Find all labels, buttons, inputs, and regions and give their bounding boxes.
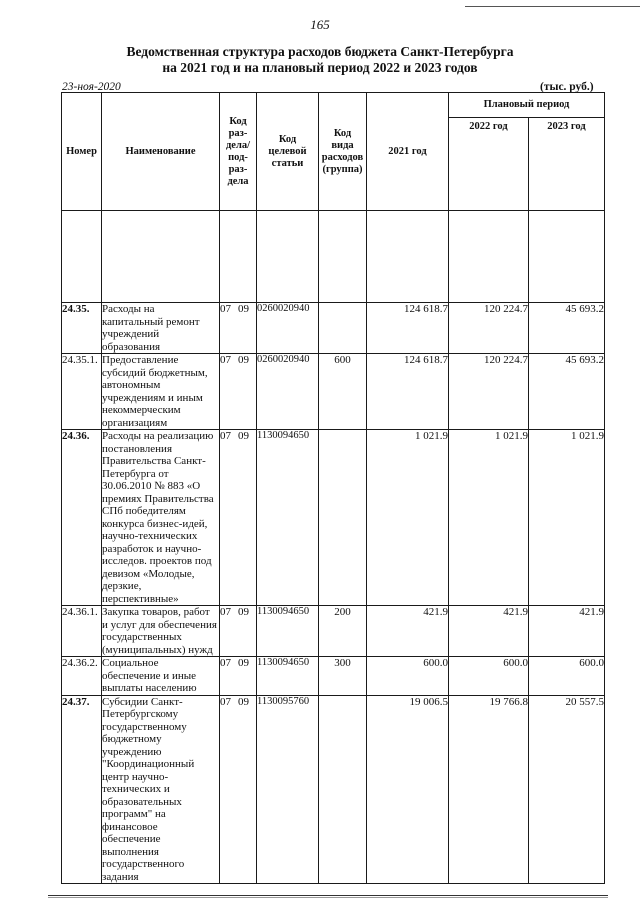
header-expense-type-code-line: вида [331,139,354,151]
row-amount-2023: 600.0 [529,657,605,696]
row-amount-2021: 421.9 [367,606,449,657]
spacer-cell [319,211,367,303]
header-section-code-line: дела [227,175,249,187]
subsection-code: 09 [238,354,249,366]
subsection-code: 09 [238,657,249,669]
header-section-code-line: раз- [228,163,248,175]
row-section-code [220,657,257,696]
section-code: 07 [220,303,231,315]
row-name-line: задания [102,870,139,883]
row-name-line: перспективные» [102,592,179,605]
row-name-line: государственных [102,631,182,643]
row-name-line: постановления [102,442,173,455]
table-row [62,657,605,696]
row-name-line: "Координационный [102,758,195,770]
header-target-code-line: целевой [268,145,307,157]
footer-scan-line [48,895,608,896]
table-row [62,303,605,354]
header-target-code-line: Код [278,133,297,145]
row-expense-type-code [319,303,367,354]
table-row [62,606,605,657]
row-expense-type-code: 300 [319,657,367,696]
row-name-line: учреждений [102,328,160,340]
row-name-line: образовательных [102,795,182,808]
title-line-1: Ведомственная структура расходов бюджета Санкт-Петербурга [126,44,514,59]
row-expense-type-code: 600 [319,354,367,430]
row-name-line: премиях Правительства [102,492,214,505]
row-name-line: некоммерческим [102,404,181,416]
table-row [62,430,605,606]
title-line-2: на 2021 год и на плановый период 2022 и 2023 годов [162,60,478,75]
row-section-code [220,695,257,884]
row-name-line: конкурса бизнес-идей, [102,517,208,530]
spacer-cell [449,211,529,303]
row-name-line: организациям [102,416,168,429]
row-section-code [220,606,257,657]
row-expense-type-code: 200 [319,606,367,657]
table-row [62,695,605,884]
row-amount-2022: 120 224.7 [449,303,529,354]
row-name-line: обеспечение и иные [102,669,196,682]
row-name-line: обеспечение [102,833,161,845]
row-name-line: финансовое [102,820,158,833]
row-name-line: девизом «Молодые, [102,567,195,580]
row-amount-2022: 1 021.9 [449,430,529,606]
row-section-code [220,303,257,354]
header-expense-type-code-line: расходов [321,151,364,163]
header-target-code-line: статьи [271,157,304,169]
row-name-line: выполнения [102,845,159,858]
row-name-line: автономным [102,379,161,391]
row-target-code: 1130095760 [257,695,319,884]
row-name-line: государственному [102,720,187,733]
row-number: 24.36. [62,430,102,606]
header-section-code-line: под- [228,151,248,163]
section-code: 07 [220,657,231,669]
row-number: 24.36.2. [62,657,102,696]
header-section-code [220,93,257,211]
row-name-line: центр научно- [102,770,169,783]
row-name [102,430,220,606]
row-name [102,606,220,657]
row-name-line: (муниципальных) нужд [102,643,213,656]
row-amount-2023: 20 557.5 [529,695,605,884]
row-name-line: СПб победителям [102,505,186,517]
header-target-code [257,93,319,211]
row-amount-2023: 421.9 [529,606,605,657]
row-name [102,657,220,696]
subsection-code: 09 [238,303,249,315]
row-name-line: научно-технических [102,530,198,542]
row-name-line: разработок и научно- [102,542,202,555]
header-name: Наименование [102,93,220,211]
row-name-line: Субсидии Санкт- [102,695,183,708]
row-amount-2022: 120 224.7 [449,354,529,430]
subsection-code: 09 [238,606,249,618]
row-name-line: Закупка товаров, работ [102,606,210,618]
spacer-cell [529,211,605,303]
row-name-line: капитальный ремонт [102,315,200,328]
row-target-code: 1130094650 [257,430,319,606]
row-target-code: 1130094650 [257,606,319,657]
page-number: 165 [310,17,330,32]
subsection-code: 09 [238,430,249,442]
row-expense-type-code [319,695,367,884]
row-name [102,354,220,430]
row-amount-2021: 124 618.7 [367,303,449,354]
spacer-cell [367,211,449,303]
row-amount-2021: 19 006.5 [367,695,449,884]
header-section-code-line: раз- [228,127,248,139]
row-target-code: 0260020940 [257,354,319,430]
row-number: 24.36.1. [62,606,102,657]
row-name-line: образования [102,340,161,353]
row-name-line: Петербурга от [102,467,169,480]
row-expense-type-code [319,430,367,606]
row-name-line: Предоставление [102,354,179,366]
row-target-code: 0260020940 [257,303,319,354]
row-name-line: технических и [102,783,170,795]
row-amount-2023: 45 693.2 [529,303,605,354]
row-number: 24.37. [62,695,102,884]
row-amount-2021: 124 618.7 [367,354,449,430]
row-name-line: и услуг для обеспечения [102,618,217,631]
row-name [102,303,220,354]
header-section-code-line: Код [229,115,247,127]
header-number: Номер [62,93,102,211]
row-name-line: исследов. проектов под [102,555,212,567]
row-amount-2021: 600.0 [367,657,449,696]
row-name-line: учреждениям и иным [102,391,203,404]
table-row [62,354,605,430]
row-amount-2021: 1 021.9 [367,430,449,606]
header-section-code-line: дела/ [225,139,251,151]
footer-scan-line-2 [48,897,608,898]
scan-artifact-line [465,6,640,7]
spacer-cell [257,211,319,303]
row-amount-2023: 45 693.2 [529,354,605,430]
row-name [102,695,220,884]
row-section-code [220,354,257,430]
header-planned-period: Плановый период [449,93,605,118]
row-name-line: выплаты населению [102,682,197,694]
row-name-line: бюджетному [102,733,162,745]
header-expense-type-code-line: Код [333,127,352,139]
row-name-line: Расходы на [102,303,155,315]
document-title [0,44,640,76]
header-2021: 2021 год [367,93,449,211]
row-name-line: Расходы на реализацию [102,430,214,442]
row-amount-2022: 600.0 [449,657,529,696]
row-number: 24.35.1. [62,354,102,430]
spacer-cell [102,211,220,303]
row-amount-2022: 421.9 [449,606,529,657]
row-name-line: Правительства Санкт- [102,455,206,467]
row-name-line: дерзкие, [102,580,142,592]
spacer-cell [62,211,102,303]
row-target-code: 1130094650 [257,657,319,696]
header-expense-type-code [319,93,367,211]
row-name-line: 30.06.2010 № 883 «О [102,480,201,492]
section-code: 07 [220,430,231,442]
row-name-line: государственного [102,858,185,870]
header-expense-type-code-line: (группа) [322,163,363,175]
spacer-cell [220,211,257,303]
header-2022: 2022 год [449,118,529,211]
section-code: 07 [220,606,231,618]
section-code: 07 [220,695,231,708]
row-name-line: программ" на [102,808,166,820]
subsection-code: 09 [238,695,249,708]
row-name-line: субсидий бюджетным, [102,366,208,379]
row-name-line: Петербургскому [102,708,179,720]
document-date: 23-ноя-2020 [62,81,121,93]
row-section-code [220,430,257,606]
header-2023: 2023 год [529,118,605,211]
units-label: (тыс. руб.) [540,81,594,93]
row-name-line: Социальное [102,657,159,669]
row-name-line: учреждению [102,745,162,758]
section-code: 07 [220,354,231,366]
row-amount-2023: 1 021.9 [529,430,605,606]
budget-table [61,92,605,884]
row-number: 24.35. [62,303,102,354]
row-amount-2022: 19 766.8 [449,695,529,884]
